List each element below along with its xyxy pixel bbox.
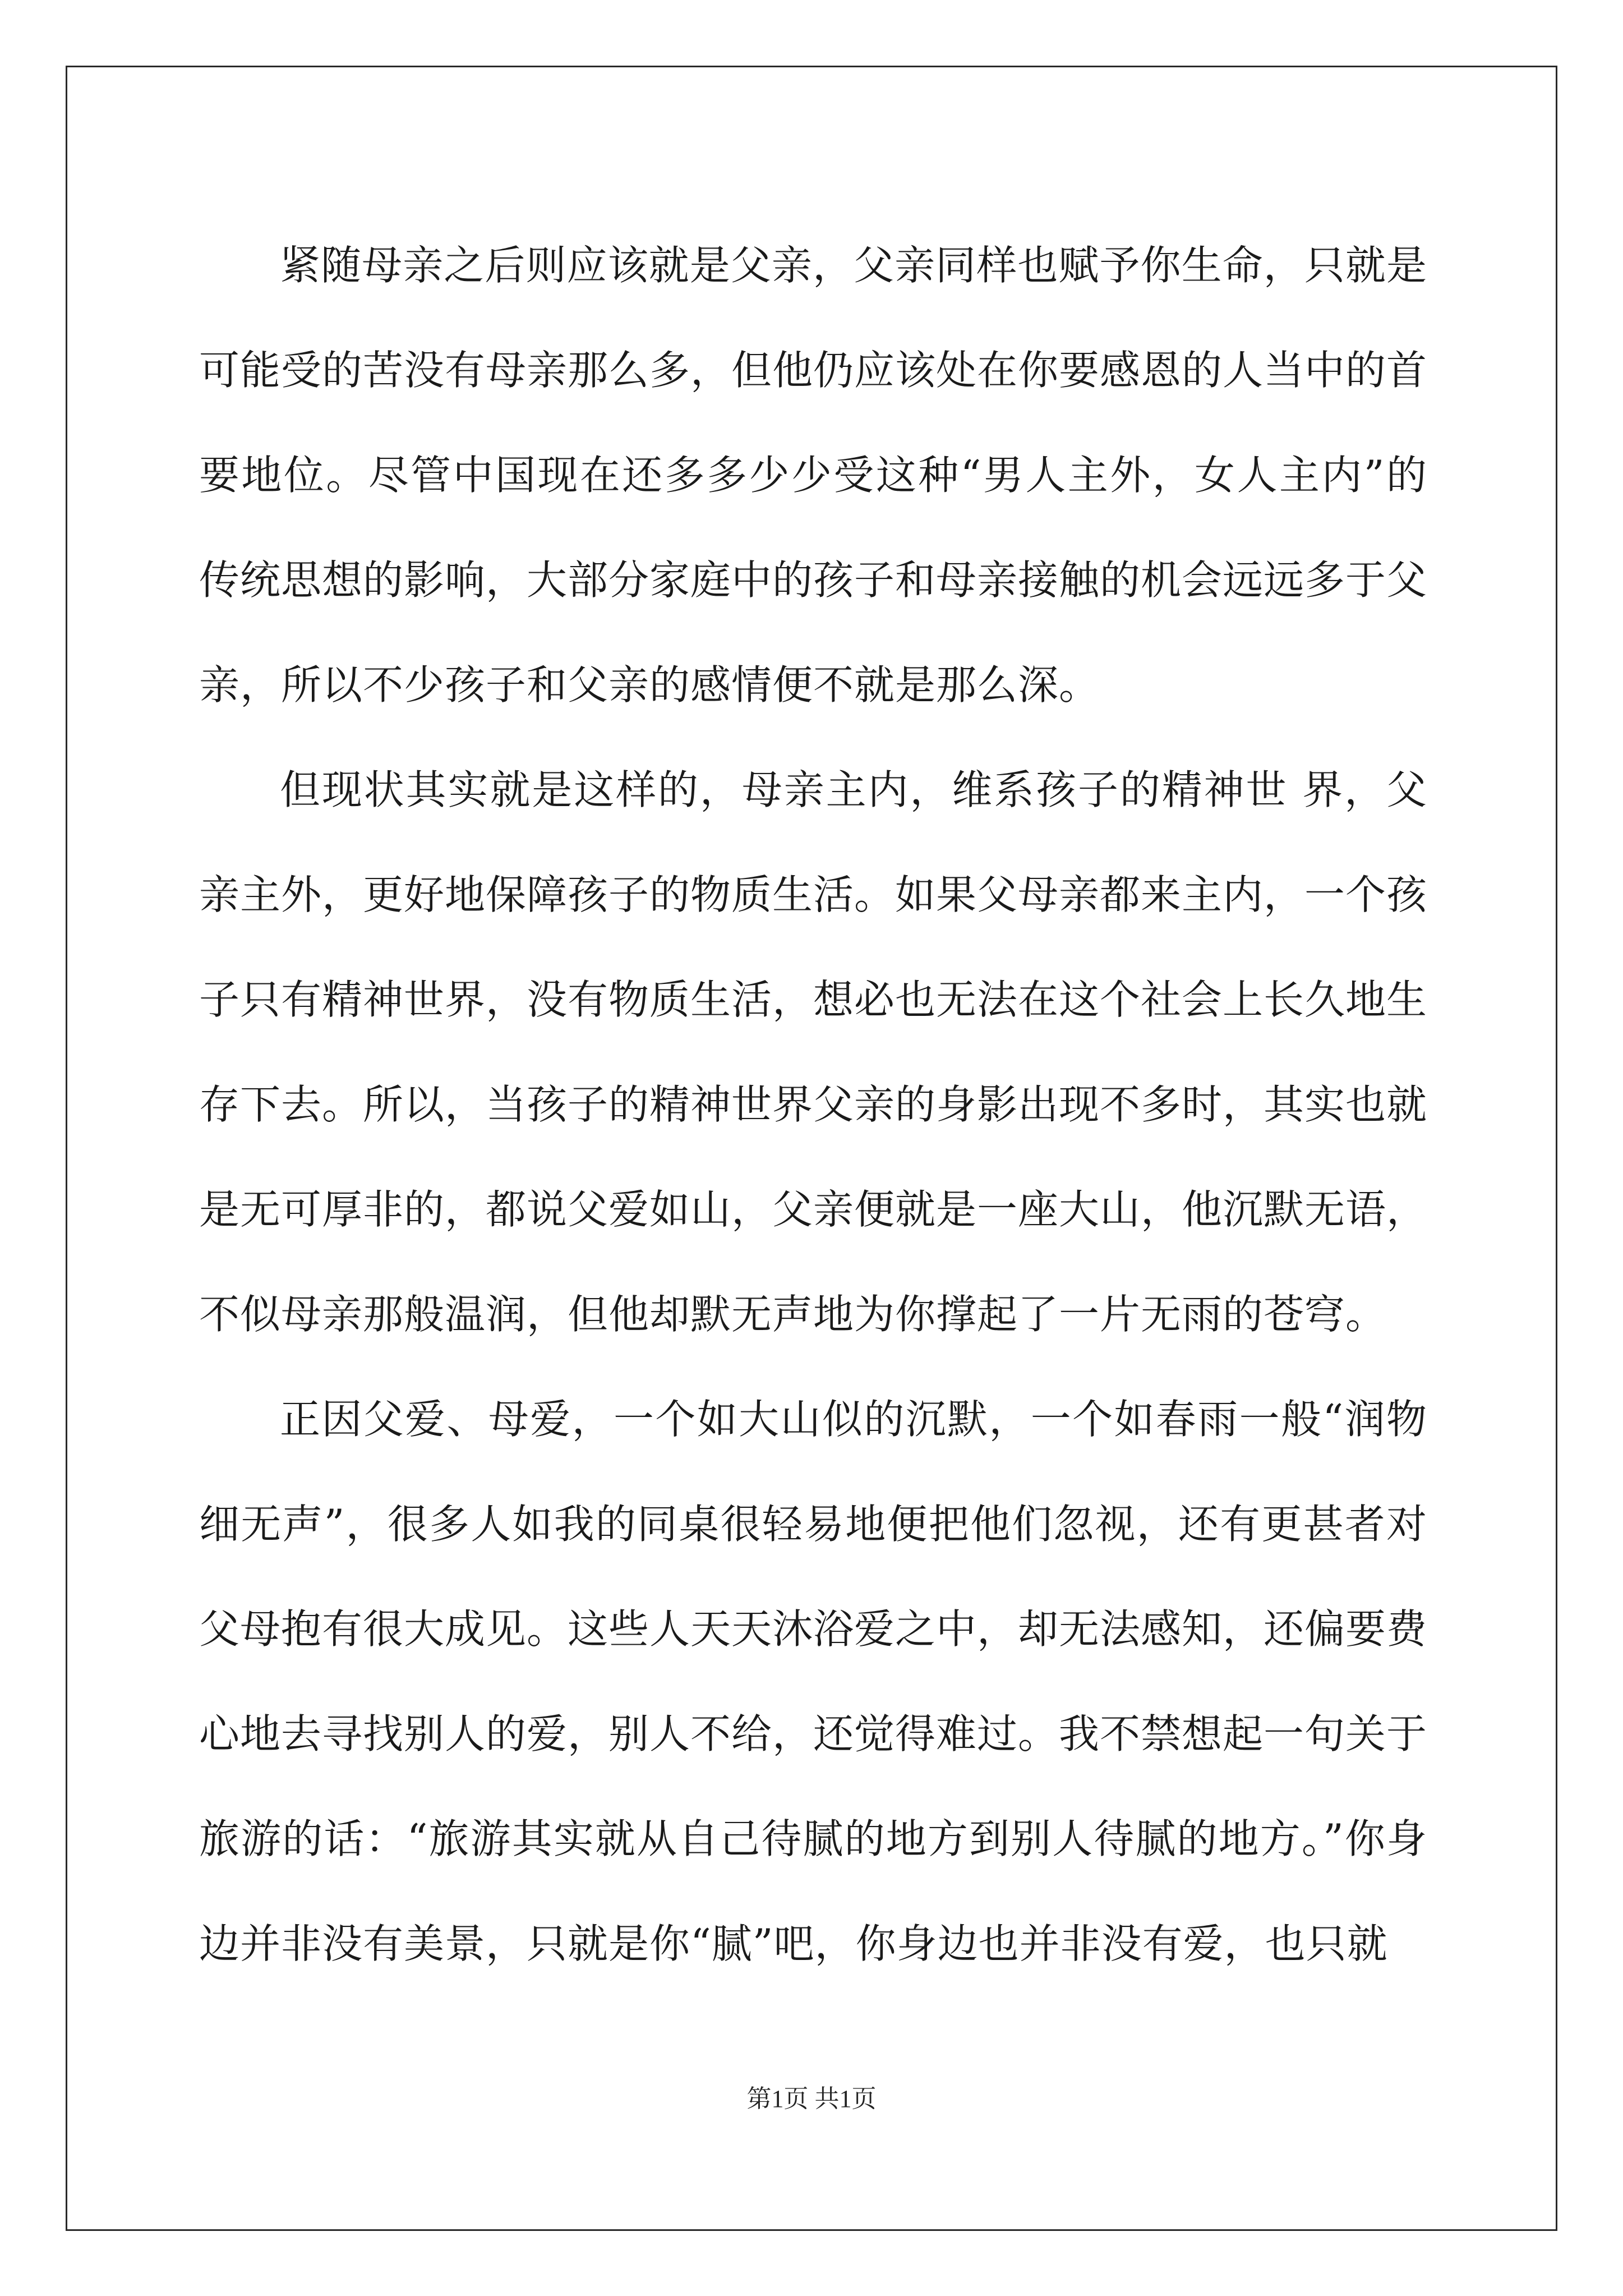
document-body [199, 213, 1427, 1996]
paragraph-2: 但现状其实就是这样的，母亲主内，维系孩子的精神世 界，父亲主外，更好地保障孩子的物质生活。如果父母亲都来主内，一个孩子只有精神世界，没有物质生活，想必也无法在这个社会上长久地生存下去。所以，当孩子的精神世界父亲的身影出现不多时，其实也就是无可厚非的，都说父爱如山，父亲便就是一座大山，他沉默无语，不似母亲那般温润，但他却默无声地为你撑起了一片无雨的苍穹。 [199, 766, 1428, 1338]
page-number-footer: 第1页 共1页 [746, 2085, 877, 2113]
paragraph-3: 正因父爱、母爱，一个如大山似的沉默，一个如春雨一般“润物细无声”，很多人如我的同桌很轻易地便把他们忽视，还有更甚者对父母抱有很大成见。这些人天天沐浴爱之中，却无法感知，还偏要费心地去寻找别人的爱，别人不给，还觉得难过。我不禁想起一句关于旅游的话：“旅游其实就从自己待腻的地方到别人待腻的地方。”你身边并非没有美景，只就是你“腻”吧，你身边也并非没有爱，也只就 [199, 1396, 1428, 1967]
paragraph-1: 紧随母亲之后则应该就是父亲，父亲同样也赋予你生命，只就是可能受的苦没有母亲那么多，但他仍应该处在你要感恩的人当中的首要地位。尽管中国现在还多多少少受这种“男人主外，女人主内”的传统思想的影响，大部分家庭中的孩子和母亲接触的机会远远多于父亲，所以不少孩子和父亲的感情便不就是那么深。 [199, 242, 1428, 708]
